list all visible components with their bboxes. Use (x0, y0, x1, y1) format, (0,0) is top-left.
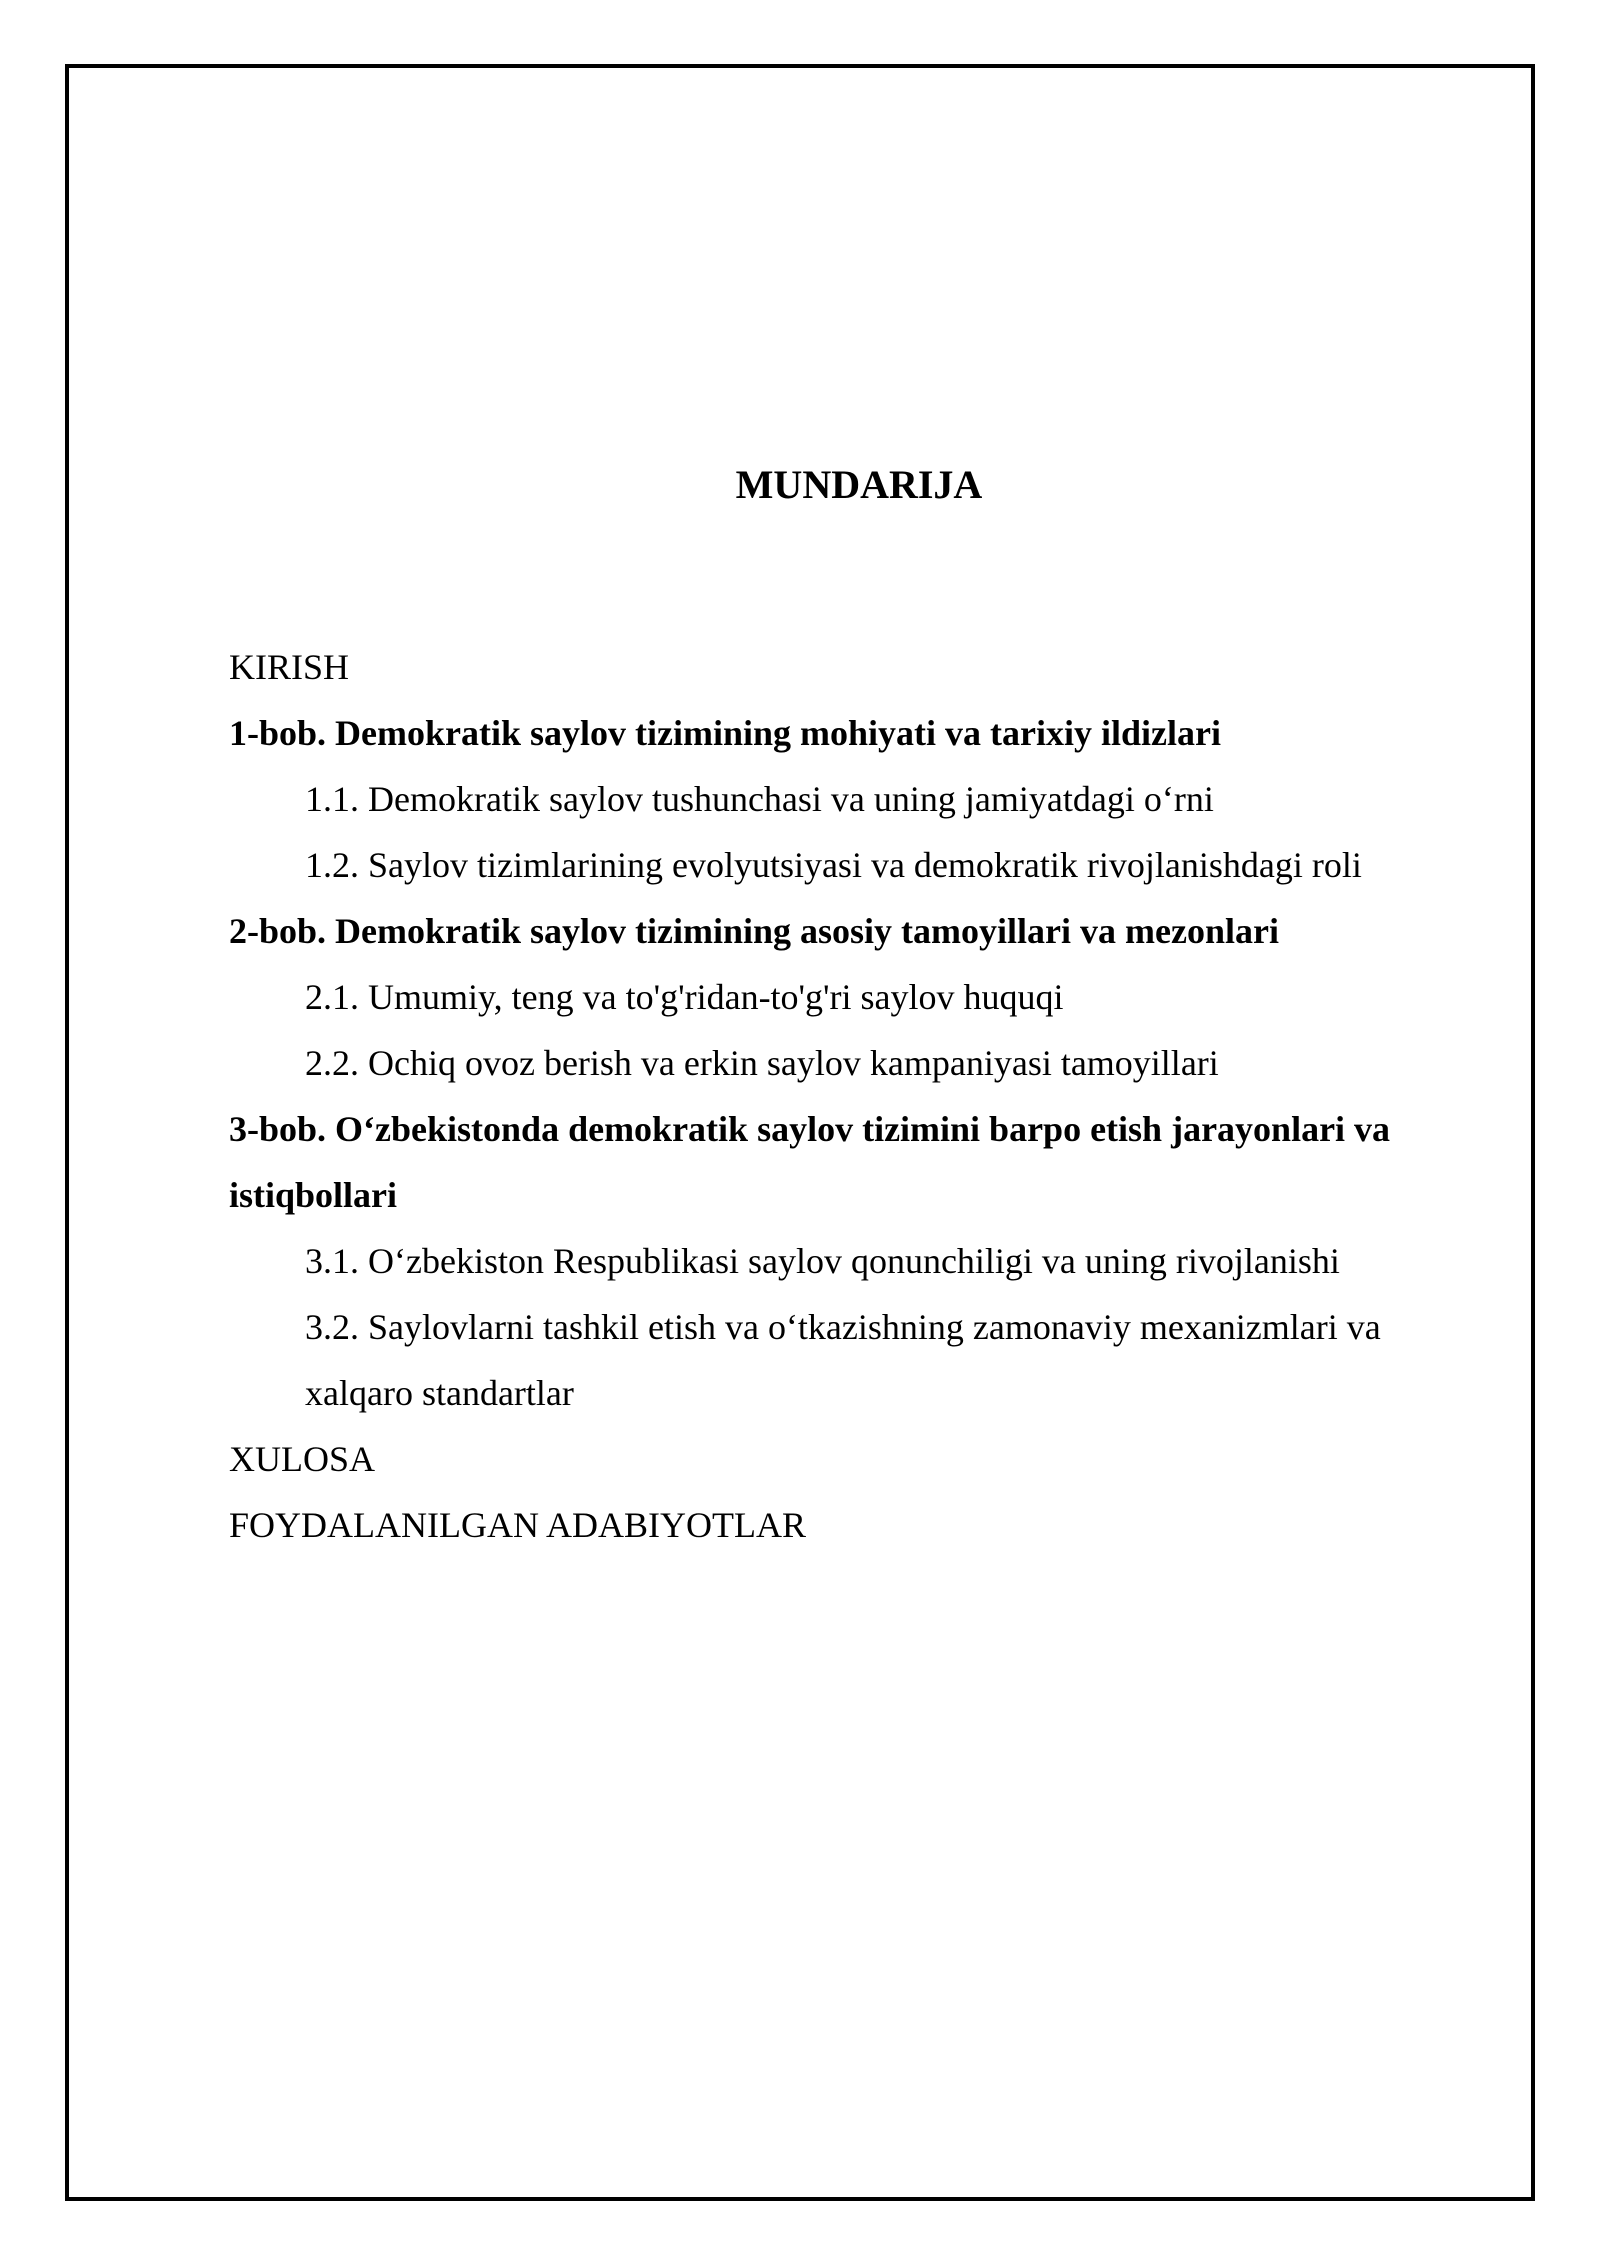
title-container (229, 455, 1489, 515)
toc-chapter-3: 3-bob. O‘zbekistonda demokratik saylov tizimini barpo etish jarayonlari va istiqbollari (229, 1109, 1391, 1215)
toc-section-1-2: 1.2. Saylov tizimlarining evolyutsiyasi va demokratik rivojlanishdagi roli (305, 845, 1362, 885)
toc-chapter-2: 2-bob. Demokratik saylov tizimining asosiy tamoyillari va mezonlari (229, 911, 1279, 951)
toc-section-3-2: 3.2. Saylovlarni tashkil etish va o‘tkazishning zamonaviy mexanizmlari va xalqaro standartlar (305, 1307, 1381, 1413)
toc-references: FOYDALANILGAN ADABIYOTLAR (229, 1505, 806, 1545)
page-title: MUNDARIJA (735, 462, 983, 507)
toc-section-1-1: 1.1. Demokratik saylov tushunchasi va uning jamiyatdagi o‘rni (305, 779, 1214, 819)
table-of-contents (229, 634, 1469, 1558)
toc-section-3-1: 3.1. O‘zbekiston Respublikasi saylov qonunchiligi va uning rivojlanishi (305, 1241, 1340, 1281)
toc-conclusion: XULOSA (229, 1439, 376, 1479)
toc-section-2-1: 2.1. Umumiy, teng va to'g'ridan-to'g'ri saylov huquqi (305, 977, 1064, 1017)
toc-section-2-2: 2.2. Ochiq ovoz berish va erkin saylov kampaniyasi tamoyillari (305, 1043, 1219, 1083)
toc-intro: KIRISH (229, 647, 350, 687)
toc-chapter-1: 1-bob. Demokratik saylov tizimining mohiyati va tarixiy ildizlari (229, 713, 1221, 753)
